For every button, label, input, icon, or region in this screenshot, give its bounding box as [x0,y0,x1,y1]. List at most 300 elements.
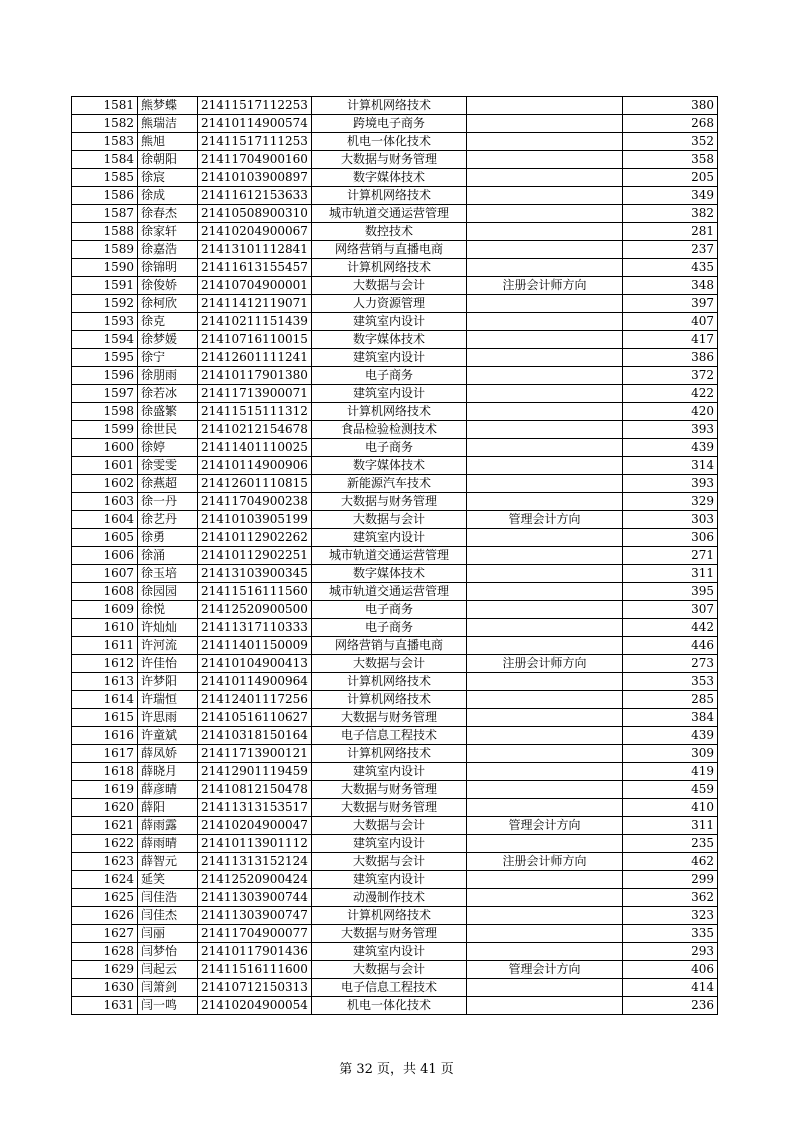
direction-cell: 注册会计师方向 [467,853,623,871]
table-row [72,223,718,241]
student-id-cell: 21410212154678 [198,421,312,439]
row-number-cell: 1620 [72,799,138,817]
direction-cell [467,331,623,349]
score-cell: 414 [623,979,718,997]
direction-cell [467,385,623,403]
row-number-cell: 1594 [72,331,138,349]
major-cell: 新能源汽车技术 [312,475,467,493]
major-cell: 电子商务 [312,439,467,457]
direction-cell [467,97,623,115]
direction-cell [467,727,623,745]
row-number-cell: 1584 [72,151,138,169]
table-row [72,277,718,295]
score-cell: 435 [623,259,718,277]
direction-cell [467,115,623,133]
direction-cell [467,259,623,277]
score-cell: 348 [623,277,718,295]
score-cell: 358 [623,151,718,169]
student-id-cell: 21410117901380 [198,367,312,385]
score-cell: 273 [623,655,718,673]
student-name-cell: 徐燕超 [138,475,198,493]
score-cell: 352 [623,133,718,151]
table-row [72,367,718,385]
student-name-cell: 徐艺丹 [138,511,198,529]
row-number-cell: 1597 [72,385,138,403]
table-row [72,349,718,367]
direction-cell: 管理会计方向 [467,817,623,835]
major-cell: 计算机网络技术 [312,673,467,691]
table-row [72,979,718,997]
score-cell: 311 [623,817,718,835]
row-number-cell: 1608 [72,583,138,601]
student-name-cell: 徐家轩 [138,223,198,241]
major-cell: 建筑室内设计 [312,763,467,781]
student-id-cell: 21410103905199 [198,511,312,529]
student-id-cell: 21410104900413 [198,655,312,673]
direction-cell [467,619,623,637]
major-cell: 大数据与财务管理 [312,781,467,799]
student-id-cell: 21411704900238 [198,493,312,511]
table-row [72,943,718,961]
student-id-cell: 21411313152124 [198,853,312,871]
major-cell: 电子信息工程技术 [312,727,467,745]
score-cell: 329 [623,493,718,511]
row-number-cell: 1590 [72,259,138,277]
direction-cell: 管理会计方向 [467,961,623,979]
table-row [72,637,718,655]
score-cell: 462 [623,853,718,871]
row-number-cell: 1630 [72,979,138,997]
student-id-cell: 21412901119459 [198,763,312,781]
student-name-cell: 熊梦蝶 [138,97,198,115]
row-number-cell: 1591 [72,277,138,295]
score-cell: 235 [623,835,718,853]
student-id-cell: 21411303900747 [198,907,312,925]
score-cell: 303 [623,511,718,529]
direction-cell [467,367,623,385]
score-cell: 372 [623,367,718,385]
score-cell: 353 [623,673,718,691]
row-number-cell: 1631 [72,997,138,1015]
student-id-cell: 21410204900067 [198,223,312,241]
row-number-cell: 1586 [72,187,138,205]
row-number-cell: 1621 [72,817,138,835]
table-row [72,457,718,475]
direction-cell [467,493,623,511]
student-name-cell: 徐克 [138,313,198,331]
major-cell: 食品检验检测技术 [312,421,467,439]
student-id-cell: 21410712150313 [198,979,312,997]
direction-cell [467,583,623,601]
student-id-cell: 21410112902251 [198,547,312,565]
table-row [72,115,718,133]
score-cell: 386 [623,349,718,367]
row-number-cell: 1626 [72,907,138,925]
student-name-cell: 徐园园 [138,583,198,601]
row-number-cell: 1625 [72,889,138,907]
student-name-cell: 徐勇 [138,529,198,547]
score-cell: 268 [623,115,718,133]
row-number-cell: 1581 [72,97,138,115]
direction-cell [467,547,623,565]
table-row [72,655,718,673]
row-number-cell: 1600 [72,439,138,457]
major-cell: 建筑室内设计 [312,871,467,889]
student-id-cell: 21410117901436 [198,943,312,961]
student-name-cell: 闫一鸣 [138,997,198,1015]
row-number-cell: 1582 [72,115,138,133]
score-cell: 419 [623,763,718,781]
major-cell: 大数据与会计 [312,961,467,979]
row-number-cell: 1604 [72,511,138,529]
major-cell: 计算机网络技术 [312,745,467,763]
student-id-cell: 21410508900310 [198,205,312,223]
score-cell: 446 [623,637,718,655]
table-row [72,889,718,907]
student-id-cell: 21411713900071 [198,385,312,403]
student-name-cell: 许梦阳 [138,673,198,691]
student-name-cell: 徐婷 [138,439,198,457]
table-row [72,583,718,601]
student-name-cell: 徐春杰 [138,205,198,223]
student-name-cell: 徐一丹 [138,493,198,511]
student-id-cell: 21410114900906 [198,457,312,475]
row-number-cell: 1611 [72,637,138,655]
row-number-cell: 1607 [72,565,138,583]
student-name-cell: 徐雯雯 [138,457,198,475]
student-name-cell: 徐梦媛 [138,331,198,349]
student-id-cell: 21411516111560 [198,583,312,601]
score-cell: 382 [623,205,718,223]
table-row [72,763,718,781]
student-name-cell: 许河流 [138,637,198,655]
major-cell: 大数据与会计 [312,817,467,835]
table-row [72,853,718,871]
score-cell: 335 [623,925,718,943]
student-name-cell: 徐成 [138,187,198,205]
student-id-cell: 21411401150009 [198,637,312,655]
score-cell: 417 [623,331,718,349]
table-row [72,547,718,565]
major-cell: 数字媒体技术 [312,565,467,583]
direction-cell [467,241,623,259]
student-name-cell: 闫梦怡 [138,943,198,961]
score-cell: 306 [623,529,718,547]
major-cell: 计算机网络技术 [312,691,467,709]
student-id-cell: 21410204900054 [198,997,312,1015]
student-id-cell: 21410113901112 [198,835,312,853]
table-row [72,421,718,439]
table-row [72,205,718,223]
student-id-cell: 21412401117256 [198,691,312,709]
major-cell: 计算机网络技术 [312,907,467,925]
table-row [72,691,718,709]
row-number-cell: 1601 [72,457,138,475]
student-roster-table [71,96,718,1015]
student-id-cell: 21412520900500 [198,601,312,619]
row-number-cell: 1627 [72,925,138,943]
student-name-cell: 闫起云 [138,961,198,979]
score-cell: 285 [623,691,718,709]
student-name-cell: 许瑞恒 [138,691,198,709]
student-name-cell: 徐悦 [138,601,198,619]
major-cell: 建筑室内设计 [312,349,467,367]
score-cell: 439 [623,727,718,745]
major-cell: 大数据与财务管理 [312,709,467,727]
score-cell: 384 [623,709,718,727]
student-name-cell: 徐嘉浩 [138,241,198,259]
score-cell: 311 [623,565,718,583]
student-id-cell: 21411516111600 [198,961,312,979]
student-name-cell: 薛晓月 [138,763,198,781]
table-row [72,97,718,115]
student-id-cell: 21411412119071 [198,295,312,313]
table-row [72,511,718,529]
major-cell: 建筑室内设计 [312,835,467,853]
table-row [72,331,718,349]
table-row [72,925,718,943]
major-cell: 大数据与会计 [312,655,467,673]
major-cell: 数控技术 [312,223,467,241]
major-cell: 城市轨道交通运营管理 [312,547,467,565]
score-cell: 271 [623,547,718,565]
score-cell: 299 [623,871,718,889]
major-cell: 计算机网络技术 [312,97,467,115]
direction-cell [467,781,623,799]
direction-cell [467,637,623,655]
major-cell: 城市轨道交通运营管理 [312,205,467,223]
table-row [72,439,718,457]
student-id-cell: 21413103900345 [198,565,312,583]
student-name-cell: 许童斌 [138,727,198,745]
student-name-cell: 闫丽 [138,925,198,943]
major-cell: 城市轨道交通运营管理 [312,583,467,601]
table-row [72,151,718,169]
student-id-cell: 21412520900424 [198,871,312,889]
direction-cell [467,295,623,313]
row-number-cell: 1588 [72,223,138,241]
page-footer: 第 32 页，共 41 页 [339,1062,454,1077]
major-cell: 建筑室内设计 [312,313,467,331]
row-number-cell: 1618 [72,763,138,781]
table-row [72,169,718,187]
direction-cell [467,997,623,1015]
direction-cell [467,151,623,169]
student-name-cell: 薛彦晴 [138,781,198,799]
student-id-cell: 21410516110627 [198,709,312,727]
student-name-cell: 徐锦明 [138,259,198,277]
row-number-cell: 1615 [72,709,138,727]
major-cell: 大数据与会计 [312,277,467,295]
direction-cell: 注册会计师方向 [467,655,623,673]
student-id-cell: 21411704900160 [198,151,312,169]
student-id-cell: 21412601111241 [198,349,312,367]
major-cell: 大数据与财务管理 [312,799,467,817]
direction-cell [467,421,623,439]
score-cell: 410 [623,799,718,817]
major-cell: 电子商务 [312,601,467,619]
student-name-cell: 许佳怡 [138,655,198,673]
direction-cell [467,907,623,925]
student-id-cell: 21411401110025 [198,439,312,457]
direction-cell [467,709,623,727]
row-number-cell: 1599 [72,421,138,439]
score-cell: 395 [623,583,718,601]
direction-cell [467,133,623,151]
table-row [72,601,718,619]
student-id-cell: 21411612153633 [198,187,312,205]
table-row [72,727,718,745]
student-name-cell: 薛雨露 [138,817,198,835]
student-name-cell: 许思雨 [138,709,198,727]
major-cell: 数字媒体技术 [312,169,467,187]
row-number-cell: 1623 [72,853,138,871]
row-number-cell: 1610 [72,619,138,637]
student-name-cell: 徐玉培 [138,565,198,583]
major-cell: 计算机网络技术 [312,259,467,277]
score-cell: 314 [623,457,718,475]
row-number-cell: 1592 [72,295,138,313]
table-row [72,133,718,151]
score-cell: 349 [623,187,718,205]
direction-cell [467,187,623,205]
major-cell: 电子商务 [312,619,467,637]
score-cell: 293 [623,943,718,961]
direction-cell [467,943,623,961]
score-cell: 407 [623,313,718,331]
row-number-cell: 1603 [72,493,138,511]
major-cell: 电子信息工程技术 [312,979,467,997]
student-id-cell: 21410103900897 [198,169,312,187]
major-cell: 大数据与会计 [312,853,467,871]
row-number-cell: 1616 [72,727,138,745]
table-row [72,295,718,313]
table-row [72,709,718,727]
major-cell: 网络营销与直播电商 [312,241,467,259]
student-name-cell: 徐世民 [138,421,198,439]
direction-cell [467,457,623,475]
score-cell: 309 [623,745,718,763]
student-name-cell: 许灿灿 [138,619,198,637]
row-number-cell: 1624 [72,871,138,889]
student-id-cell: 21410204900047 [198,817,312,835]
score-cell: 323 [623,907,718,925]
student-id-cell: 21411313153517 [198,799,312,817]
student-name-cell: 徐柯欣 [138,295,198,313]
student-name-cell: 徐涌 [138,547,198,565]
major-cell: 数字媒体技术 [312,457,467,475]
table-row [72,187,718,205]
direction-cell [467,565,623,583]
student-name-cell: 徐朝阳 [138,151,198,169]
student-id-cell: 21410112902262 [198,529,312,547]
major-cell: 网络营销与直播电商 [312,637,467,655]
row-number-cell: 1617 [72,745,138,763]
roster-body [72,97,718,1015]
student-id-cell: 21411704900077 [198,925,312,943]
row-number-cell: 1622 [72,835,138,853]
student-id-cell: 21410114900574 [198,115,312,133]
student-id-cell: 21411303900744 [198,889,312,907]
major-cell: 计算机网络技术 [312,187,467,205]
score-cell: 393 [623,421,718,439]
student-name-cell: 徐宸 [138,169,198,187]
student-id-cell: 21411517112253 [198,97,312,115]
table-row [72,403,718,421]
score-cell: 362 [623,889,718,907]
direction-cell [467,439,623,457]
major-cell: 人力资源管理 [312,295,467,313]
row-number-cell: 1593 [72,313,138,331]
student-name-cell: 薛凤娇 [138,745,198,763]
score-cell: 205 [623,169,718,187]
row-number-cell: 1612 [72,655,138,673]
student-name-cell: 徐若冰 [138,385,198,403]
row-number-cell: 1606 [72,547,138,565]
direction-cell [467,313,623,331]
student-name-cell: 闫佳杰 [138,907,198,925]
direction-cell [467,745,623,763]
student-id-cell: 21413101112841 [198,241,312,259]
table-row [72,619,718,637]
score-cell: 459 [623,781,718,799]
table-row [72,781,718,799]
score-cell: 420 [623,403,718,421]
direction-cell: 注册会计师方向 [467,277,623,295]
row-number-cell: 1629 [72,961,138,979]
major-cell: 动漫制作技术 [312,889,467,907]
table-row [72,385,718,403]
score-cell: 442 [623,619,718,637]
direction-cell [467,979,623,997]
major-cell: 电子商务 [312,367,467,385]
student-name-cell: 熊旭 [138,133,198,151]
direction-cell [467,205,623,223]
row-number-cell: 1589 [72,241,138,259]
student-name-cell: 薛雨晴 [138,835,198,853]
row-number-cell: 1614 [72,691,138,709]
row-number-cell: 1602 [72,475,138,493]
direction-cell [467,889,623,907]
row-number-cell: 1587 [72,205,138,223]
table-row [72,241,718,259]
score-cell: 237 [623,241,718,259]
table-row [72,529,718,547]
major-cell: 建筑室内设计 [312,943,467,961]
score-cell: 422 [623,385,718,403]
row-number-cell: 1598 [72,403,138,421]
student-id-cell: 21410704900001 [198,277,312,295]
table-row [72,817,718,835]
score-cell: 236 [623,997,718,1015]
major-cell: 数字媒体技术 [312,331,467,349]
table-row [72,475,718,493]
table-row [72,997,718,1015]
score-cell: 393 [623,475,718,493]
student-name-cell: 徐俊娇 [138,277,198,295]
direction-cell [467,799,623,817]
direction-cell [467,871,623,889]
student-name-cell: 延笑 [138,871,198,889]
student-name-cell: 徐朋雨 [138,367,198,385]
direction-cell [467,925,623,943]
table-row [72,961,718,979]
row-number-cell: 1585 [72,169,138,187]
score-cell: 406 [623,961,718,979]
student-name-cell: 熊瑞洁 [138,115,198,133]
student-id-cell: 21411317110333 [198,619,312,637]
major-cell: 大数据与财务管理 [312,925,467,943]
